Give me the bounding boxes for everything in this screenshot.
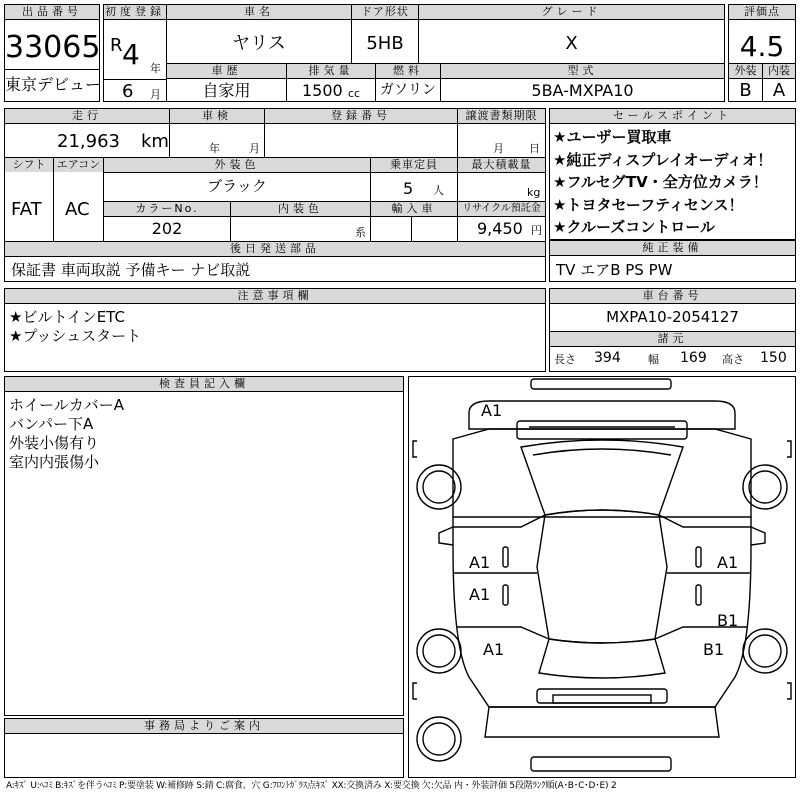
header-section [4, 4, 796, 102]
transfer-day-unit: 日 [529, 142, 540, 155]
width-label: 幅 [648, 353, 659, 366]
inspector-label: 検査員記入欄 [5, 377, 403, 391]
reg-number-label: 登録番号 [265, 109, 457, 123]
inspection-label: 車検 [170, 109, 264, 123]
year-unit: 年 [150, 62, 161, 75]
lot-number-cell [4, 4, 100, 102]
fuel-label: 燃料 [376, 64, 440, 78]
details-section [4, 108, 546, 282]
sales-points-list [553, 126, 772, 239]
inspector-section [4, 376, 404, 716]
interior-grade: A [772, 80, 786, 101]
capacity-unit: 人 [433, 184, 444, 197]
inspector-note-line: ホイールカバーA [9, 396, 124, 414]
max-load-label: 最大積載量 [458, 158, 545, 172]
inspection-month-unit: 月 [249, 142, 260, 155]
lot-number: 33065 [5, 30, 101, 65]
car-name: ヤリス [232, 33, 286, 54]
damage-right-front-door: A1 [717, 553, 739, 572]
damage-front: A1 [481, 401, 503, 420]
color-number-label: カラーNo. [104, 202, 230, 216]
sales-point-item: ★トヨタセーフティセンス！ [553, 195, 744, 214]
score-cell [728, 4, 796, 102]
parts-list: 保証書 車両取説 予備キー ナビ取説 [11, 261, 251, 279]
displacement-label: 排気量 [287, 64, 375, 78]
recycle-label: リサイクル預託金 [458, 202, 545, 216]
capacity: 5 [403, 179, 414, 198]
model-code: 5BA-MXPA10 [531, 81, 634, 100]
model-label: 型式 [441, 64, 724, 78]
sales-point-item: ★クルーズコントロール [553, 218, 715, 236]
mileage-label: 走行 [5, 109, 169, 123]
score: 4.5 [739, 30, 785, 63]
height: 150 [760, 350, 787, 366]
equipment-section [549, 240, 796, 282]
car-outline [409, 377, 795, 777]
shift-label: シフト [5, 158, 53, 172]
inspector-note-line: バンパー下A [9, 415, 94, 433]
recycle-fee: 9,450 [477, 219, 523, 238]
reg-month: 6 [122, 81, 134, 102]
damage-left-front-door: A1 [469, 553, 491, 572]
specs-label: 諸元 [550, 332, 795, 346]
width: 169 [680, 350, 707, 366]
transfer-deadline-label: 譲渡書類期限 [458, 109, 545, 123]
equipment-list: TV エアB PS PW [556, 261, 673, 279]
notes-label: 注意事項欄 [5, 289, 545, 303]
door-type: 5HB [366, 33, 404, 54]
exterior-grade: B [739, 80, 752, 101]
length: 394 [594, 350, 621, 366]
chassis-label: 車台番号 [550, 289, 795, 303]
length-label: 長さ [554, 353, 576, 366]
office-label: 事務局よりご案内 [5, 719, 403, 733]
car-history: 自家用 [202, 81, 251, 100]
inspector-note-line: 外装小傷有り [9, 434, 100, 452]
car-diagram [408, 376, 796, 778]
recycle-unit: 円 [531, 224, 542, 237]
capacity-label: 乗車定員 [371, 158, 457, 172]
chassis-number: MXPA10-2054127 [606, 308, 739, 326]
chassis-section [549, 288, 796, 372]
exterior-color: ブラック [207, 177, 267, 195]
interior-grade-label: 内装 [763, 64, 795, 78]
damage-left-rear: A1 [483, 640, 505, 659]
color-number: 202 [151, 219, 183, 238]
parts-label: 後日発送部品 [5, 242, 545, 256]
car-name-label: 車名 [167, 5, 351, 19]
score-label: 評価点 [729, 5, 795, 19]
grade-label: グレード [419, 5, 724, 19]
note-line: ★ビルトインETC [9, 308, 125, 326]
sales-point-item: ★ユーザー買取車 [553, 128, 672, 146]
inspector-notes [9, 396, 124, 472]
legend: A:ｷｽﾞ U:ﾍｺﾐ B:ｷｽﾞを伴うﾍｺﾐ P:要塗装 W:補修跡 S:錆 C:腐食、穴 G:ﾌﾛﾝﾄｶﾞﾗｽ点ｷｽﾞ XX:交換済み X:要交換 欠:欠品 内・外装評価 5段階ﾗﾝｸ順(A･B･C･D･E) 2 [6, 781, 617, 791]
mileage-unit: km [141, 131, 169, 152]
door-label: ドア形状 [352, 5, 418, 19]
exterior-grade-label: 外装 [729, 64, 762, 78]
fuel: ガソリン [380, 82, 436, 98]
month-unit: 月 [150, 88, 161, 101]
equipment-label: 純正装備 [550, 241, 795, 255]
note-line: ★プッシュスタート [9, 327, 142, 345]
first-reg-label: 初度登録 [105, 5, 165, 18]
lot-number-label: 出品番号 [5, 5, 99, 19]
office-section [4, 718, 404, 778]
inspection-year-unit: 年 [209, 142, 220, 155]
notes-section [4, 288, 546, 372]
displacement-unit: cc [348, 87, 361, 100]
mileage: 21,963 [57, 131, 120, 152]
sales-point-item: ★フルセグTV・全方位カメラ！ [553, 173, 768, 191]
debut-label: 東京デビュー [5, 75, 102, 94]
height-label: 高さ [722, 353, 744, 366]
history-label: 車歴 [167, 64, 286, 78]
era: R [110, 35, 123, 56]
ac-label: エアコン [54, 158, 103, 172]
transfer-month-unit: 月 [493, 142, 504, 155]
sales-points-label: セールスポイント [550, 109, 795, 123]
damage-right-rear: B1 [703, 640, 725, 659]
sales-points-section [549, 108, 796, 240]
sales-point-item: ★純正ディスプレイオーディオ！ [553, 150, 773, 169]
interior-color-unit: 系 [355, 226, 366, 239]
displacement: 1500 [302, 81, 343, 100]
exterior-color-label: 外装色 [104, 158, 370, 172]
first-registration-cell [103, 4, 725, 102]
max-load-unit: kg [527, 186, 541, 199]
inspector-note-line: 室内内張傷小 [9, 453, 100, 471]
aircon: AC [65, 199, 90, 220]
notes-list [9, 308, 141, 346]
interior-color-label: 内装色 [231, 202, 370, 216]
damage-left-rear-door: A1 [469, 585, 491, 604]
reg-year: 4 [122, 38, 140, 71]
import-label: 輸入車 [371, 202, 457, 216]
grade: X [565, 33, 578, 54]
shift: FAT [11, 199, 42, 220]
damage-right-rear-door: B1 [717, 611, 739, 630]
